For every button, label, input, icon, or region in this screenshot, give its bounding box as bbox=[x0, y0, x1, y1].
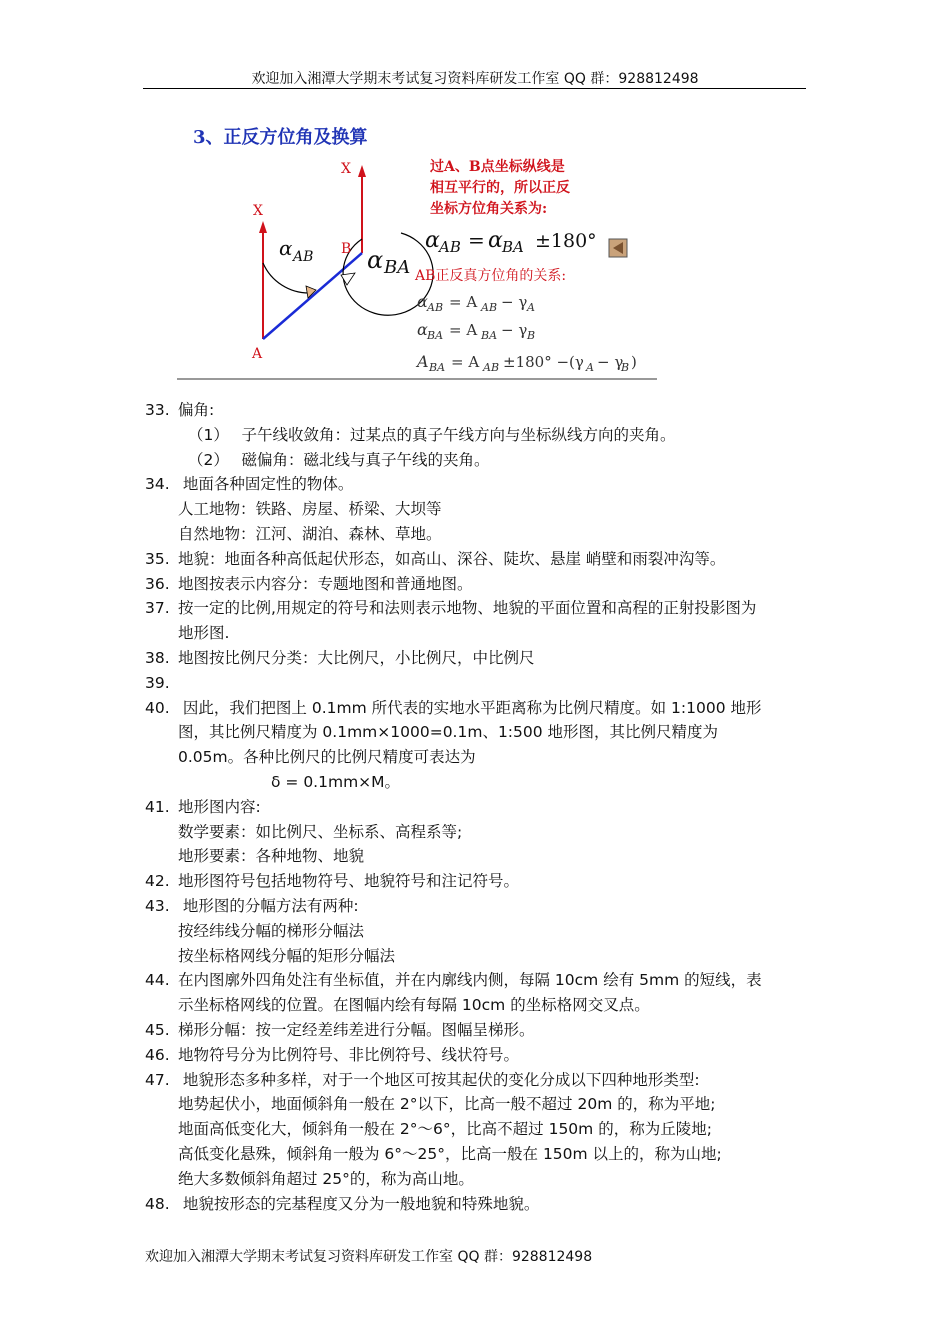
svg-text:AB: AB bbox=[293, 249, 314, 265]
body-text bbox=[145, 398, 810, 1216]
azimuth-figure bbox=[175, 115, 665, 385]
list-item bbox=[145, 944, 810, 969]
svg-text:AB: AB bbox=[481, 301, 498, 314]
svg-text:α: α bbox=[417, 292, 428, 311]
page-header: 欢迎加入湘潭大学期末考试复习资料库研发工作室 QQ 群：928812498 bbox=[251, 71, 699, 87]
header-rule bbox=[143, 88, 806, 89]
list-item bbox=[145, 646, 810, 671]
figure-note-line: 相互平行的，所以正反 bbox=[430, 180, 570, 196]
svg-text:A: A bbox=[586, 361, 594, 374]
item-number: 35. bbox=[145, 549, 170, 568]
item-text: 地形图符号包括地物符号、地貌符号和注记符号。 bbox=[178, 872, 520, 891]
item-number: 40. bbox=[145, 698, 170, 717]
item-number: 42. bbox=[145, 872, 170, 891]
item-text: 地貌按形态的完基程度又分为一般地貌和特殊地貌。 bbox=[178, 1194, 540, 1213]
list-item bbox=[145, 968, 810, 993]
item-text: 高低变化悬殊，倾斜角一般为 6°～25°，比高一般在 150m 以上的，称为山地; bbox=[178, 1144, 722, 1163]
item-text: 在内图廓外四角处注有坐标值，并在内廓线内侧，每隔 10cm 绘有 5mm 的短线，表 bbox=[178, 971, 762, 990]
item-text: 0.05m。各种比例尺的比例尺精度可表达为 bbox=[178, 748, 476, 767]
label-x-a: X bbox=[253, 203, 263, 219]
item-number: 34. bbox=[145, 475, 170, 494]
label-b: B bbox=[341, 241, 352, 257]
figure-note-line: 坐标方位角关系为: bbox=[430, 201, 548, 217]
svg-text:±180° −(γ: ±180° −(γ bbox=[503, 353, 584, 371]
list-item bbox=[145, 1142, 810, 1167]
item-number: 41. bbox=[145, 797, 170, 816]
item-text: 地貌形态多种多样，对于一个地区可按其起伏的变化分成以下四种地形类型: bbox=[178, 1070, 700, 1089]
figure-title: 3、正反方位角及换算 bbox=[193, 127, 368, 148]
item-number: 38. bbox=[145, 648, 170, 667]
list-item bbox=[145, 844, 810, 869]
list-item bbox=[145, 398, 810, 423]
list-item bbox=[145, 820, 810, 845]
label-x-b: X bbox=[341, 161, 351, 177]
list-item bbox=[145, 423, 810, 448]
svg-text:α: α bbox=[488, 228, 503, 253]
item-text: 地形图的分幅方法有两种: bbox=[178, 896, 359, 915]
item-number: 48. bbox=[145, 1194, 170, 1213]
list-item bbox=[145, 472, 810, 497]
svg-text:− γ: − γ bbox=[501, 321, 528, 339]
list-item bbox=[145, 1117, 810, 1142]
list-item bbox=[145, 894, 810, 919]
svg-text:=: = bbox=[468, 228, 485, 252]
list-item bbox=[145, 795, 810, 820]
list-item bbox=[145, 671, 810, 696]
item-text: 地势起伏小，地面倾斜角一般在 2°以下，比高一般不超过 20m 的，称为平地; bbox=[178, 1095, 716, 1114]
svg-text:= A: = A bbox=[449, 321, 478, 339]
list-item bbox=[145, 1018, 810, 1043]
arc-alpha-ab bbox=[263, 263, 310, 293]
list-item bbox=[145, 547, 810, 572]
label-alpha-ab bbox=[279, 236, 313, 265]
svg-text:− γ: − γ bbox=[597, 353, 624, 371]
list-item bbox=[145, 720, 810, 745]
svg-text:α: α bbox=[425, 228, 440, 253]
svg-text:α: α bbox=[279, 236, 293, 260]
x-axis-a-arrow bbox=[259, 221, 267, 233]
list-item bbox=[145, 596, 810, 621]
item-text: 按经纬线分幅的梯形分幅法 bbox=[178, 921, 365, 940]
item-text: （1） 子午线收敛角：过某点的真子午线方向与坐标纵线方向的夹角。 bbox=[188, 425, 676, 444]
item-number: 46. bbox=[145, 1045, 170, 1064]
item-text: 按坐标格网线分幅的矩形分幅法 bbox=[178, 946, 396, 965]
item-text: （2） 磁偏角：磁北线与真子午线的夹角。 bbox=[188, 450, 490, 469]
item-text: 地形要素：各种地物、地貌 bbox=[178, 847, 365, 866]
svg-text:BA: BA bbox=[481, 329, 498, 342]
svg-text:BA: BA bbox=[384, 257, 411, 278]
item-text: 因此，我们把图上 0.1mm 所代表的实地水平距离称为比例尺精度。如 1:1000 地形 bbox=[178, 698, 762, 717]
list-item bbox=[145, 919, 810, 944]
formula-main bbox=[425, 228, 597, 256]
ab-relation-label: AB正反真方位角的关系: bbox=[415, 268, 567, 284]
list-item bbox=[145, 1043, 810, 1068]
figure-note bbox=[430, 157, 570, 220]
svg-text:AB: AB bbox=[439, 238, 461, 256]
svg-text:− γ: − γ bbox=[501, 293, 528, 311]
item-text: 地图按比例尺分类：大比例尺，小比例尺，中比例尺 bbox=[178, 648, 535, 667]
figure-note-line: 过A、B点坐标纵线是 bbox=[430, 159, 565, 175]
formula-2 bbox=[417, 320, 535, 342]
item-text: 地面各种固定性的物体。 bbox=[178, 475, 354, 494]
formula-3 bbox=[415, 352, 637, 374]
list-item bbox=[145, 497, 810, 522]
item-text: 偏角: bbox=[178, 401, 215, 419]
svg-text:B: B bbox=[527, 329, 536, 342]
label-alpha-ba bbox=[367, 246, 410, 278]
item-text: δ = 0.1mm×M。 bbox=[178, 772, 401, 791]
svg-text:= A: = A bbox=[449, 293, 478, 311]
list-item bbox=[145, 745, 810, 770]
svg-text:BA: BA bbox=[502, 238, 524, 256]
list-item bbox=[145, 869, 810, 894]
list-item bbox=[145, 770, 810, 795]
svg-text:BA: BA bbox=[429, 361, 446, 374]
item-number: 36. bbox=[145, 574, 170, 593]
arc-alpha-ba-arrow bbox=[341, 273, 355, 285]
list-item bbox=[145, 993, 810, 1018]
item-text: 示坐标格网线的位置。在图幅内绘有每隔 10cm 的坐标格网交叉点。 bbox=[178, 996, 650, 1015]
svg-text:): ) bbox=[631, 353, 637, 371]
item-number: 45. bbox=[145, 1020, 170, 1039]
list-item bbox=[145, 1068, 810, 1093]
x-axis-b-arrow bbox=[358, 165, 366, 177]
svg-text:A: A bbox=[417, 352, 429, 371]
item-text: 按一定的比例,用规定的符号和法则表示地物、地貌的平面位置和高程的正射投影图为 bbox=[178, 599, 757, 618]
item-text: 地物符号分为比例符号、非比例符号、线状符号。 bbox=[178, 1045, 520, 1064]
item-text: 自然地物：江河、湖泊、森林、草地。 bbox=[178, 524, 442, 543]
item-text: 图，其比例尺精度为 0.1mm×1000=0.1m、1:500 地形图，其比例尺精度为 bbox=[178, 723, 719, 742]
list-item bbox=[145, 522, 810, 547]
svg-text:A: A bbox=[527, 301, 535, 314]
list-item bbox=[145, 621, 810, 646]
item-text: 地图按表示内容分：专题地图和普通地图。 bbox=[178, 574, 473, 593]
item-text: 地形图内容: bbox=[178, 797, 261, 816]
svg-text:AB: AB bbox=[483, 361, 500, 374]
label-a: A bbox=[252, 346, 263, 362]
svg-text:= A: = A bbox=[451, 353, 480, 371]
item-number: 47. bbox=[145, 1070, 170, 1089]
svg-text:±180°: ±180° bbox=[535, 230, 597, 252]
item-text: 地面高低变化大，倾斜角一般在 2°～6°，比高不超过 150m 的，称为丘陵地; bbox=[178, 1120, 712, 1139]
item-number: 33. bbox=[145, 401, 170, 419]
item-text: 地形图. bbox=[178, 624, 230, 643]
svg-text:α: α bbox=[417, 320, 428, 339]
list-item bbox=[145, 1192, 810, 1217]
list-item bbox=[145, 1092, 810, 1117]
item-text: 绝大多数倾斜角超过 25°的，称为高山地。 bbox=[178, 1169, 474, 1188]
item-number: 44. bbox=[145, 971, 170, 990]
item-text: 梯形分幅：按一定经差纬差进行分幅。图幅呈梯形。 bbox=[178, 1020, 535, 1039]
list-item bbox=[145, 1167, 810, 1192]
list-item bbox=[145, 696, 810, 721]
list-item bbox=[145, 448, 810, 473]
item-text: 数学要素：如比例尺、坐标系、高程系等; bbox=[178, 822, 463, 841]
item-number: 37. bbox=[145, 599, 170, 618]
azimuth-diagram bbox=[175, 115, 665, 385]
list-item bbox=[145, 572, 810, 597]
item-text: 地貌：地面各种高低起伏形态，如高山、深谷、陡坎、悬崖 峭壁和雨裂冲沟等。 bbox=[178, 549, 726, 568]
item-number: 43. bbox=[145, 896, 170, 915]
line-ab bbox=[263, 253, 362, 339]
svg-text:BA: BA bbox=[427, 329, 444, 342]
item-number: 39. bbox=[145, 673, 170, 692]
item-text: 人工地物：铁路、房屋、桥梁、大坝等 bbox=[178, 500, 442, 519]
svg-text:AB: AB bbox=[427, 301, 444, 314]
page-footer: 欢迎加入湘潭大学期末考试复习资料库研发工作室 QQ 群：928812498 bbox=[145, 1249, 593, 1265]
svg-text:B: B bbox=[621, 361, 630, 374]
formula-1 bbox=[417, 292, 535, 314]
svg-text:α: α bbox=[367, 246, 384, 274]
